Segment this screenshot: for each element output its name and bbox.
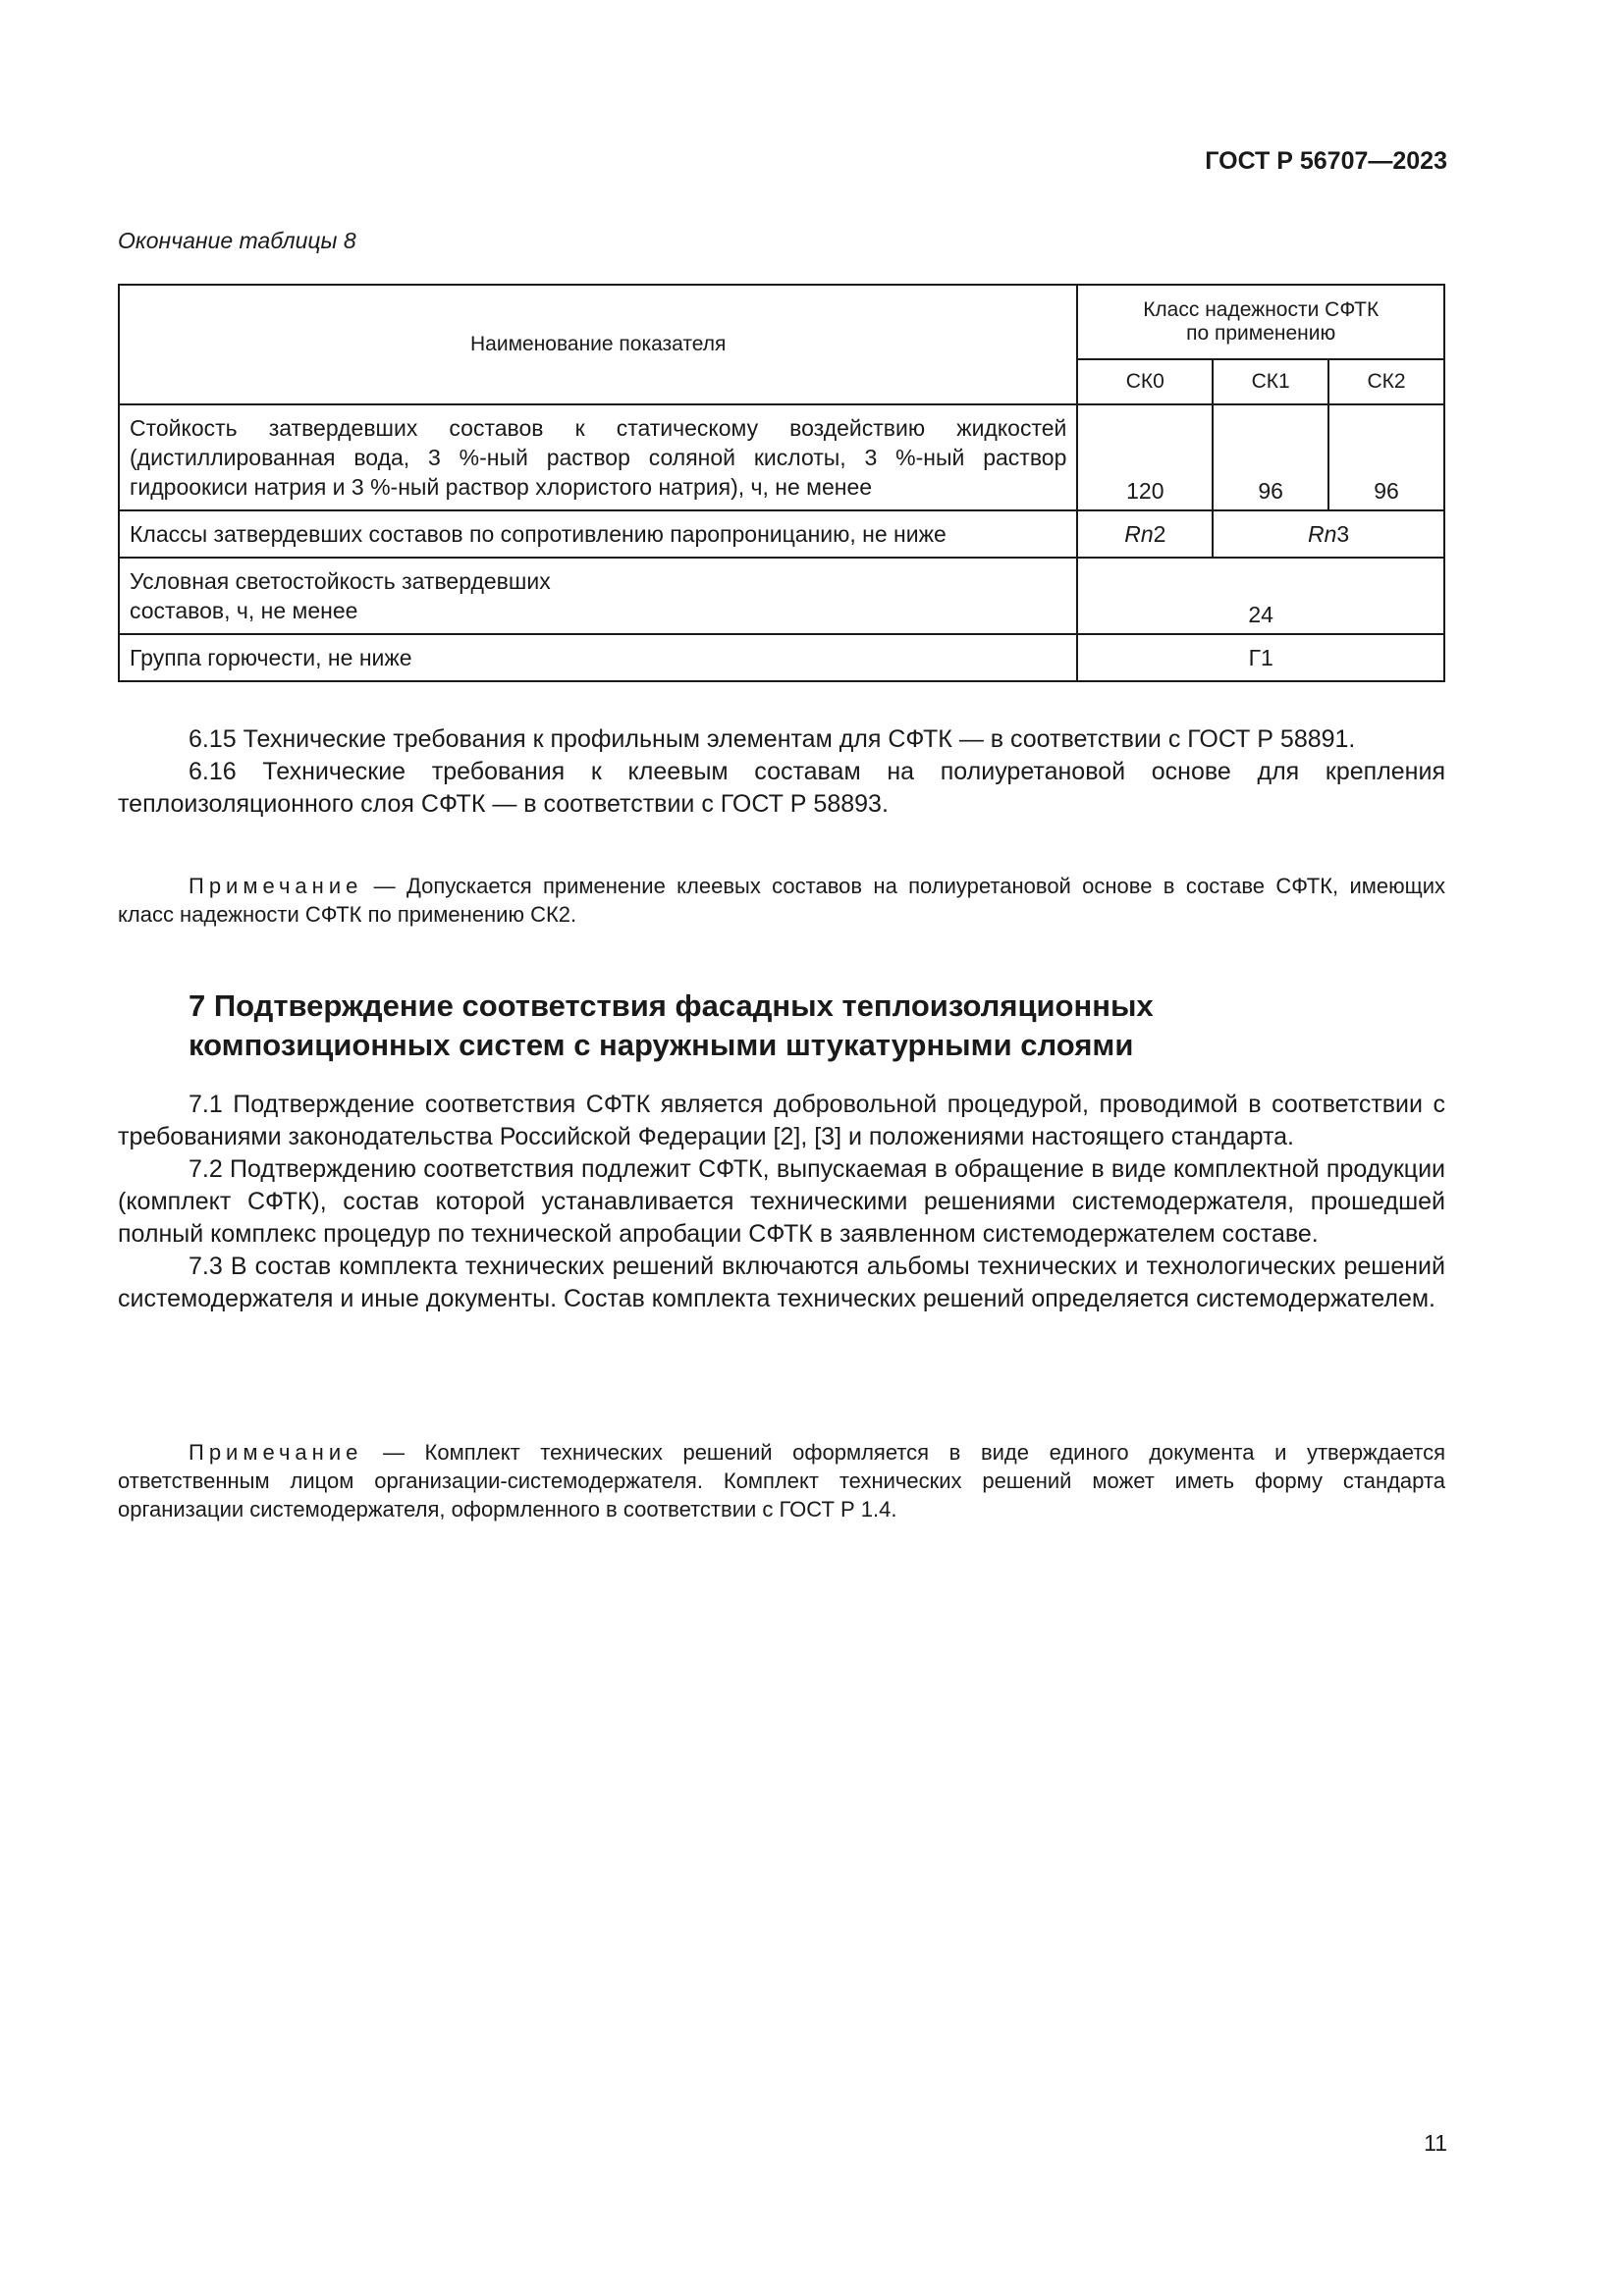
- row2-sk0-prefix: Rn: [1124, 521, 1154, 547]
- table-caption: Окончание таблицы 8: [118, 228, 356, 253]
- header-reliability-class: [1077, 285, 1444, 359]
- header-class-line2: по применению: [1186, 322, 1336, 345]
- row1-value-sk1: 96: [1213, 404, 1328, 510]
- requirements-table: [118, 284, 1445, 682]
- row-light-resistance-label: [119, 558, 1077, 634]
- row4-value: Г1: [1077, 634, 1444, 681]
- table-row: [119, 634, 1444, 681]
- note-2-text: — Комплект технических решений оформляется в виде единого документа и утверждается ответственным лицом организации-системодержателя. Комплект технических решений может иметь форму стандарта организации системодержателя, оформленного в соответствии с ГОСТ Р 1.4.: [118, 1440, 1445, 1522]
- row3-value: 24: [1077, 558, 1444, 634]
- header-sk1: СК1: [1213, 359, 1328, 404]
- note-2-label: Примечание: [189, 1440, 363, 1465]
- table-row: [119, 558, 1444, 634]
- row2-value-sk12: [1213, 510, 1444, 558]
- header-sk2: СК2: [1328, 359, 1444, 404]
- row1-line2: (дистиллированная вода, 3 %-ный раствор соляной кислоты, 3 %-ный раствор: [130, 445, 1067, 470]
- row1-line1: Стойкость затвердевших составов к статическому воздействию жидкостей: [130, 415, 1067, 441]
- heading-line1: 7 Подтверждение соответствия фасадных теплоизоляционных: [189, 988, 1154, 1023]
- row3-line1: Условная светостойкость затвердевших: [130, 568, 551, 594]
- row2-sk0-num: 2: [1153, 521, 1166, 547]
- row-vapor-class-label: Классы затвердевших составов по сопротивлению паропроницанию, не ниже: [119, 510, 1077, 558]
- row1-value-sk2: 96: [1328, 404, 1444, 510]
- page-number: 11: [1424, 2130, 1447, 2156]
- row2-value-sk0: [1077, 510, 1213, 558]
- row2-sk12-prefix: Rn: [1308, 521, 1337, 547]
- row1-value-sk0: 120: [1077, 404, 1213, 510]
- paragraph-6-16: 6.16 Технические требования к клеевым составам на полиуретановой основе для крепления теплоизоляционного слоя СФТК — в соответствии с ГОСТ Р 58893.: [118, 758, 1445, 818]
- section-7-heading: [189, 987, 1367, 1065]
- table-row: [119, 404, 1444, 510]
- paragraph-7-3: 7.3 В состав комплекта технических решений включаются альбомы технических и технологических решений системодержателя и иные документы. Состав комплекта технических решений определяется системодержателем.: [118, 1253, 1445, 1312]
- paragraph-7-2: 7.2 Подтверждению соответствия подлежит СФТК, выпускаемая в обращение в виде комплектной продукции (комплект СФТК), состав которой устанавливается техническими решениями системодержателя, прошедшей полный комплекс процедур по технической апробации СФТК в заявленном системодержателем составе.: [118, 1155, 1445, 1248]
- heading-line2: композиционных систем с наружными штукатурными слоями: [189, 1028, 1134, 1062]
- document-code: ГОСТ Р 56707—2023: [1205, 147, 1447, 175]
- note-1-label: Примечание: [189, 874, 363, 898]
- row2-sk12-num: 3: [1336, 521, 1350, 547]
- note-2: [118, 1438, 1445, 1523]
- table-header-row: [119, 285, 1444, 359]
- row1-line3: гидроокиси натрия и 3 %-ный раствор хлористого натрия), ч, не менее: [130, 474, 873, 500]
- header-sk0: СК0: [1077, 359, 1213, 404]
- table-row: [119, 510, 1444, 558]
- paragraph-7-1: 7.1 Подтверждение соответствия СФТК является добровольной процедурой, проводимой в соответствии с требованиями законодательства Российской Федерации [2], [3] и положениями настоящего стандарта.: [118, 1091, 1445, 1150]
- note-1-text: — Допускается применение клеевых составов на полиуретановой основе в составе СФТК, имеющих класс надежности СФТК по применению СК2.: [118, 874, 1445, 927]
- section-7-paragraphs: [118, 1089, 1445, 1315]
- row-liquid-resistance-label: [119, 404, 1077, 510]
- note-2-paragraph: [118, 1438, 1445, 1523]
- header-class-line1: Класс надежности СФТК: [1143, 298, 1380, 321]
- row3-line2: составов, ч, не менее: [130, 598, 358, 623]
- header-indicator-name: Наименование показателя: [119, 285, 1077, 404]
- row-flammability-label: Группа горючести, не ниже: [119, 634, 1077, 681]
- section-6-paragraphs: [118, 723, 1445, 821]
- note-1-paragraph: [118, 872, 1445, 929]
- paragraph-6-15: 6.15 Технические требования к профильным элементам для СФТК — в соответствии с ГОСТ Р 58891.: [189, 725, 1356, 753]
- note-1: [118, 872, 1445, 929]
